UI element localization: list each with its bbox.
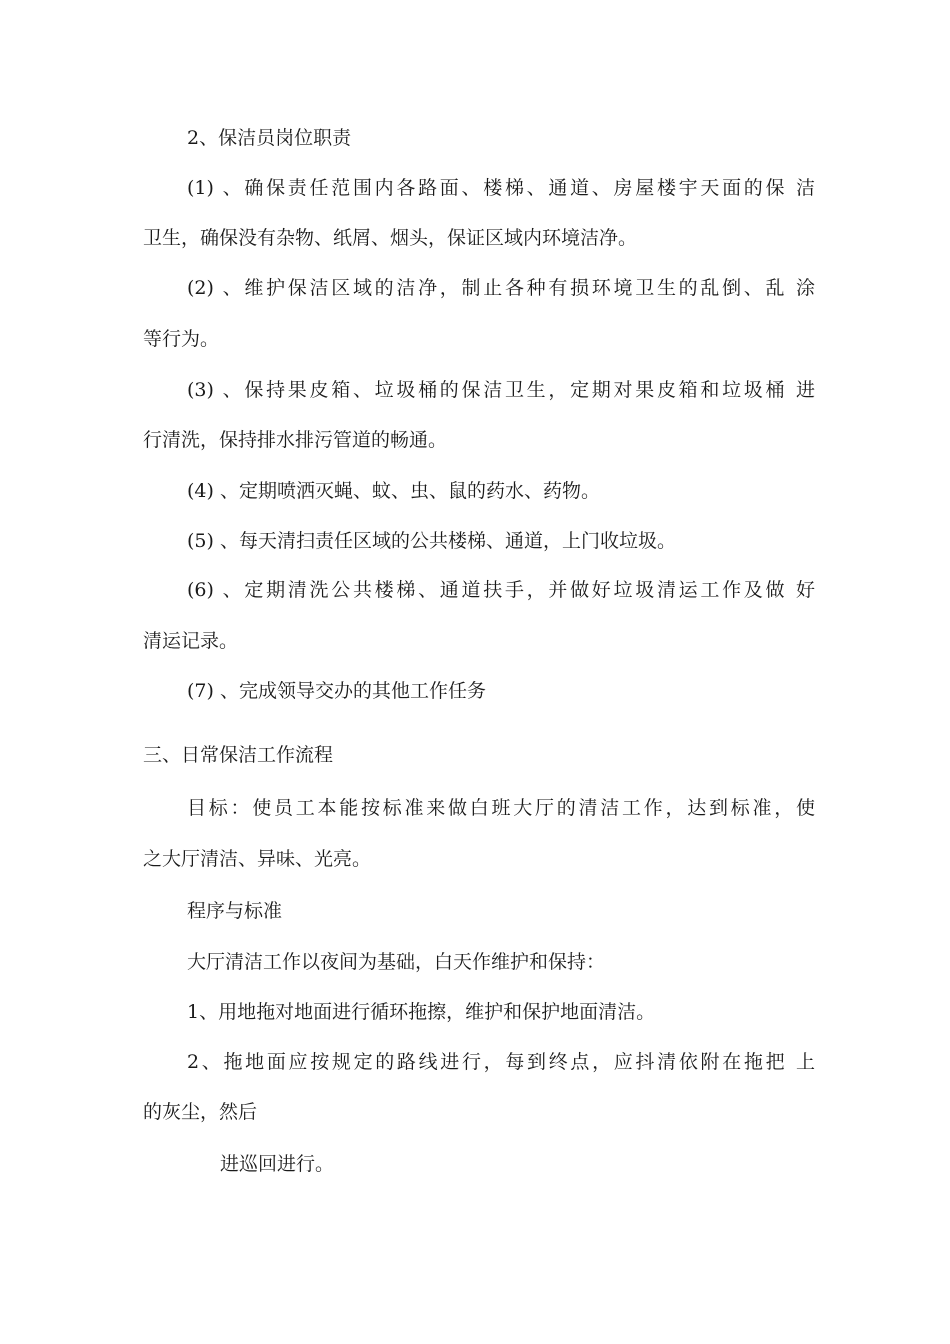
procedure-step-2-line-3: 进巡回进行。 [220, 1153, 335, 1175]
procedure-step-2-line-2: 的灰尘，然后 [143, 1101, 258, 1123]
goal-line-1: 目标：使员工本能按标准来做白班大厅的清洁工作，达到标准，使 [187, 797, 815, 819]
section-heading-process: 三、日常保洁工作流程 [143, 744, 334, 766]
section-heading: 2、保洁员岗位职责 [187, 127, 352, 149]
duty-item-2-line-2: 等行为。 [143, 328, 220, 350]
duty-item-7: (7) 、完成领导交办的其他工作任务 [187, 680, 486, 702]
duty-item-4: (4) 、定期喷洒灭蝇、蚊、虫、鼠的药水、药物。 [187, 480, 600, 502]
duty-item-3-line-1: (3) 、保持果皮箱、垃圾桶的保洁卫生，定期对果皮箱和垃圾桶 进 [187, 379, 815, 401]
duty-item-1-line-1: (1) 、确保责任范围内各路面、楼梯、通道、房屋楼宇天面的保 洁 [187, 177, 815, 199]
goal-line-2: 之大厅清洁、异味、光亮。 [143, 848, 372, 870]
procedure-step-1: 1、用地拖对地面进行循环拖擦，维护和保护地面清洁。 [187, 1001, 656, 1023]
duty-item-1-line-2: 卫生，确保没有杂物、纸屑、烟头，保证区域内环境洁净。 [143, 227, 638, 249]
procedure-step-2-line-1: 2、拖地面应按规定的路线进行，每到终点，应抖清依附在拖把 上 [187, 1051, 815, 1073]
duty-item-5: (5) 、每天清扫责任区域的公共楼梯、通道，上门收垃圾。 [187, 530, 676, 552]
duty-item-2-line-1: (2) 、维护保洁区域的洁净，制止各种有损环境卫生的乱倒、乱 涂 [187, 277, 815, 299]
subheading-procedure: 程序与标准 [187, 900, 283, 922]
duty-item-6-line-2: 清运记录。 [143, 630, 239, 652]
duty-item-6-line-1: (6) 、定期清洗公共楼梯、通道扶手，并做好垃圾清运工作及做 好 [187, 579, 815, 601]
procedure-intro: 大厅清洁工作以夜间为基础，白天作维护和保持： [187, 951, 606, 973]
duty-item-3-line-2: 行清洗，保持排水排污管道的畅通。 [143, 429, 448, 451]
